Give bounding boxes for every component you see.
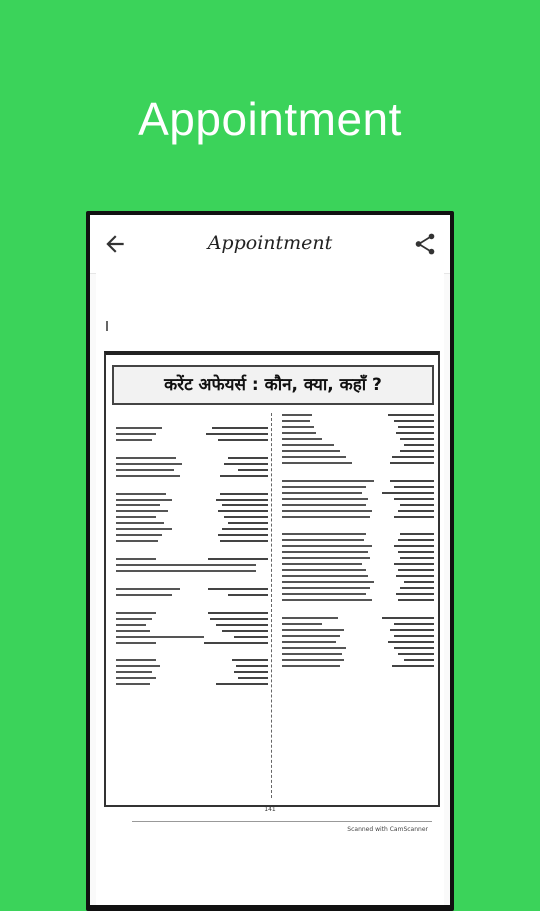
text-line bbox=[276, 568, 434, 573]
section-heading bbox=[110, 483, 268, 490]
text-line bbox=[276, 532, 434, 537]
text-line bbox=[276, 455, 434, 460]
text-line bbox=[276, 509, 434, 514]
text-line bbox=[276, 425, 434, 430]
promo-headline: Appointment bbox=[138, 93, 402, 145]
text-line bbox=[110, 474, 268, 479]
text-line bbox=[110, 438, 268, 443]
app-bar bbox=[90, 215, 450, 274]
text-line bbox=[110, 611, 268, 616]
text-line bbox=[110, 468, 268, 473]
text-line bbox=[110, 456, 268, 461]
text-line bbox=[276, 646, 434, 651]
app-screen bbox=[90, 215, 450, 905]
text-line bbox=[276, 479, 434, 484]
phone-frame bbox=[86, 211, 454, 911]
text-line bbox=[276, 491, 434, 496]
page-number: 141 bbox=[264, 806, 276, 813]
text-line bbox=[276, 598, 434, 603]
text-line bbox=[276, 485, 434, 490]
section-heading bbox=[276, 607, 434, 614]
text-line bbox=[110, 432, 268, 437]
column-divider bbox=[271, 413, 272, 798]
text-line bbox=[276, 497, 434, 502]
text-line bbox=[110, 658, 268, 663]
text-line bbox=[110, 533, 268, 538]
text-line bbox=[276, 640, 434, 645]
text-line bbox=[110, 462, 268, 467]
text-line bbox=[110, 498, 268, 503]
section-heading bbox=[110, 602, 268, 609]
text-line bbox=[276, 431, 434, 436]
text-line bbox=[276, 574, 434, 579]
text-line bbox=[276, 544, 434, 549]
share-icon bbox=[412, 231, 438, 257]
text-line bbox=[110, 515, 268, 520]
text-line bbox=[276, 437, 434, 442]
section-heading bbox=[110, 649, 268, 656]
text-line bbox=[110, 623, 268, 628]
text-line bbox=[276, 503, 434, 508]
scanned-document[interactable] bbox=[96, 273, 444, 905]
text-line bbox=[276, 550, 434, 555]
section-heading bbox=[110, 578, 268, 585]
text-line bbox=[276, 580, 434, 585]
document-banner: करेंट अफेयर्स : कौन, क्या, कहाँ ? bbox=[112, 365, 434, 405]
scanner-watermark: Scanned with CamScanner bbox=[347, 826, 428, 833]
section-heading bbox=[110, 447, 268, 454]
text-line bbox=[276, 556, 434, 561]
text-line bbox=[276, 634, 434, 639]
text-line bbox=[110, 527, 268, 532]
text-line bbox=[276, 628, 434, 633]
text-line bbox=[110, 682, 268, 687]
text-line bbox=[276, 449, 434, 454]
text-line bbox=[276, 658, 434, 663]
section-heading bbox=[276, 470, 434, 477]
text-line bbox=[276, 562, 434, 567]
text-line bbox=[110, 670, 268, 675]
crop-mark bbox=[106, 321, 108, 331]
text-line bbox=[110, 492, 268, 497]
left-column bbox=[110, 413, 268, 688]
text-line bbox=[110, 521, 268, 526]
text-line bbox=[276, 652, 434, 657]
text-line bbox=[276, 616, 434, 621]
text-line bbox=[110, 557, 268, 562]
text-line bbox=[110, 629, 268, 634]
section-heading bbox=[276, 523, 434, 530]
text-line bbox=[110, 641, 268, 646]
text-line bbox=[276, 622, 434, 627]
text-line bbox=[110, 635, 268, 640]
section-heading bbox=[110, 417, 268, 424]
text-line bbox=[110, 676, 268, 681]
text-line bbox=[110, 509, 268, 514]
text-line bbox=[276, 413, 434, 418]
text-line bbox=[110, 587, 268, 592]
text-line bbox=[276, 664, 434, 669]
right-column bbox=[276, 413, 434, 670]
text-line bbox=[276, 515, 434, 520]
document-page bbox=[104, 351, 440, 807]
section-heading bbox=[110, 548, 268, 555]
share-button[interactable] bbox=[412, 231, 438, 257]
text-line bbox=[276, 538, 434, 543]
text-line bbox=[110, 664, 268, 669]
text-line bbox=[110, 426, 268, 431]
text-line bbox=[110, 563, 268, 568]
text-line bbox=[276, 419, 434, 424]
text-line bbox=[276, 443, 434, 448]
text-line bbox=[110, 569, 268, 574]
text-line bbox=[276, 592, 434, 597]
text-line bbox=[110, 617, 268, 622]
text-line bbox=[110, 503, 268, 508]
text-line bbox=[110, 593, 268, 598]
text-line bbox=[276, 461, 434, 466]
scan-rule bbox=[132, 821, 432, 822]
app-bar-title: Appointment bbox=[207, 232, 333, 254]
text-line bbox=[276, 586, 434, 591]
text-line bbox=[110, 539, 268, 544]
